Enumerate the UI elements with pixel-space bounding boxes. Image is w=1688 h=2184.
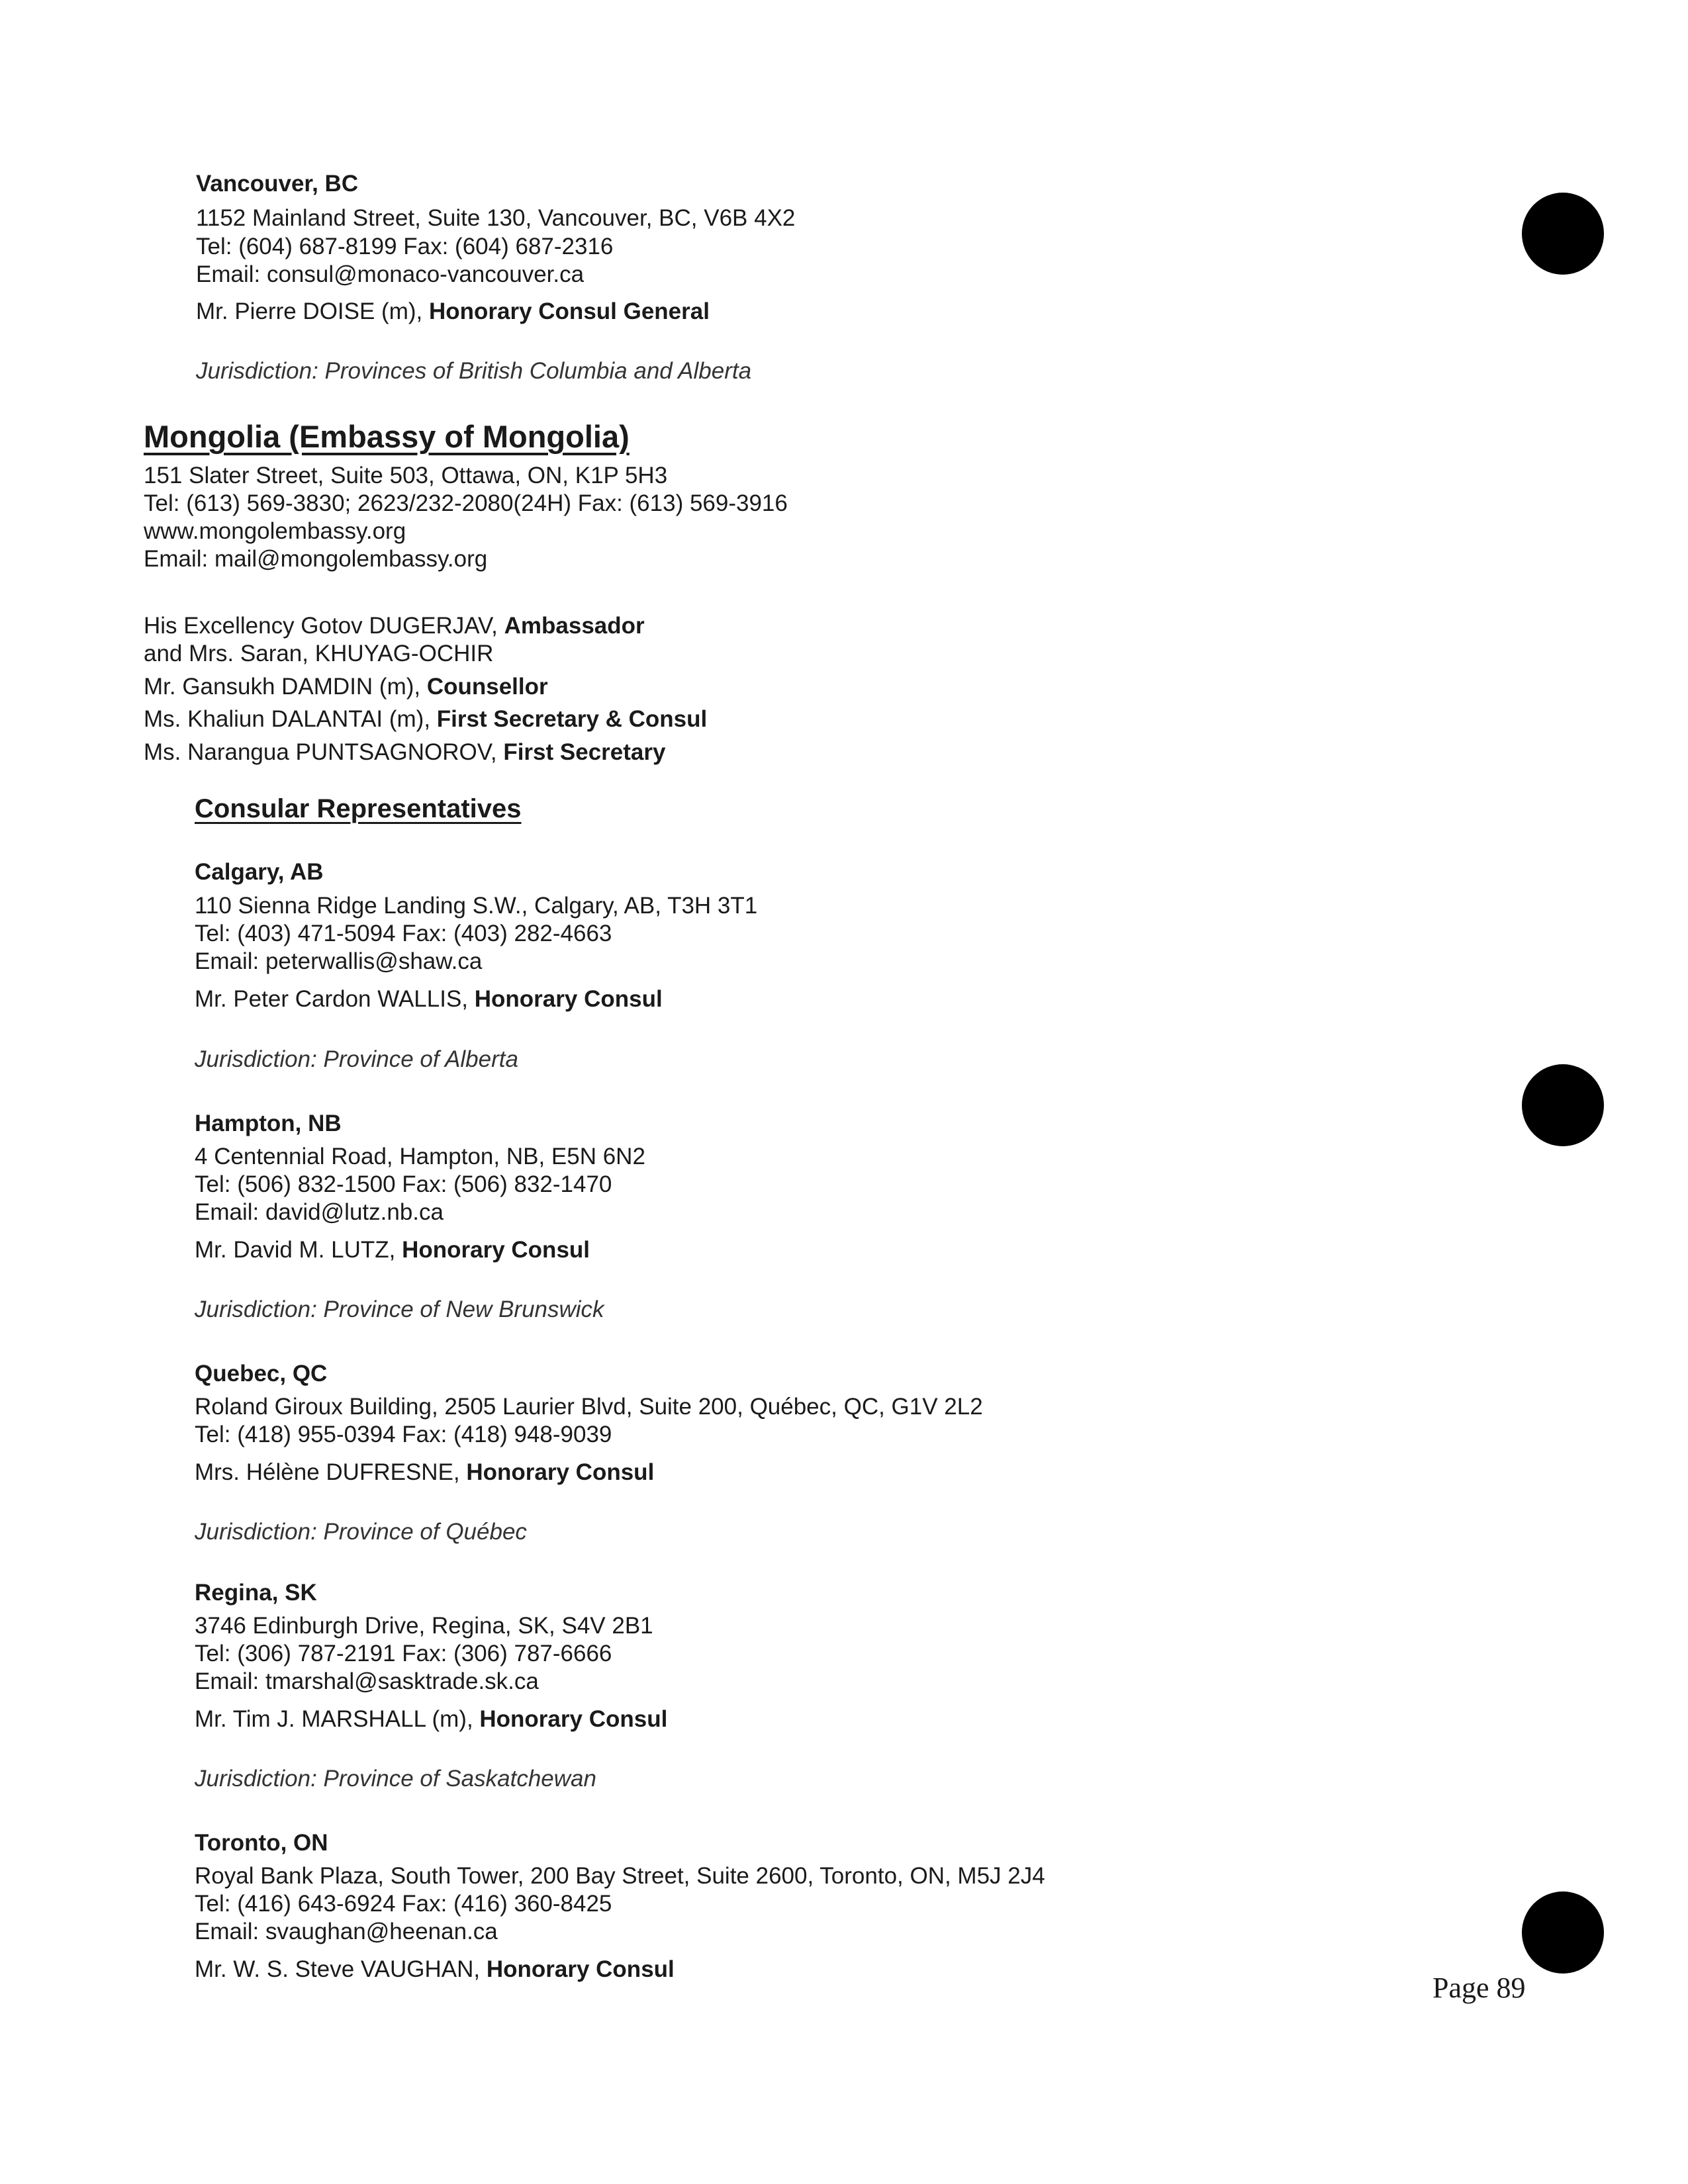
regina-address: 3746 Edinburgh Drive, Regina, SK, S4V 2B1 bbox=[195, 1613, 653, 1639]
hampton-tel-fax: Tel: (506) 832-1500 Fax: (506) 832-1470 bbox=[195, 1171, 612, 1197]
vancouver-tel-fax: Tel: (604) 687-8199 Fax: (604) 687-2316 bbox=[196, 234, 614, 259]
mongolia-website: www.mongolembassy.org bbox=[144, 518, 406, 544]
calgary-email: Email: peterwallis@shaw.ca bbox=[195, 948, 483, 974]
mongolia-address: 151 Slater Street, Suite 503, Ottawa, ON, K1P 5H3 bbox=[144, 463, 668, 488]
vancouver-email: Email: consul@monaco-vancouver.ca bbox=[196, 261, 585, 287]
staff-name: Ms. Narangua PUNTSAGNOROV, bbox=[144, 739, 504, 765]
rep-title: Honorary Consul bbox=[402, 1237, 590, 1263]
staff-title: Ambassador bbox=[504, 613, 645, 639]
mongolia-email: Email: mail@mongolembassy.org bbox=[144, 546, 488, 572]
quebec-representative bbox=[195, 1459, 654, 1486]
vancouver-jurisdiction: Jurisdiction: Provinces of British Columbia and Alberta bbox=[196, 358, 752, 384]
staff-name: Mr. Gansukh DAMDIN (m), bbox=[144, 674, 427, 700]
calgary-representative bbox=[195, 985, 663, 1013]
rep-name: Mrs. Hélène DUFRESNE, bbox=[195, 1459, 467, 1485]
staff-name: His Excellency Gotov DUGERJAV, bbox=[144, 613, 504, 639]
staff-name: and Mrs. Saran, KHUYAG-OCHIR bbox=[144, 641, 494, 666]
punch-hole-bottom bbox=[1522, 1891, 1604, 1974]
rep-title: Honorary Consul bbox=[466, 1459, 655, 1485]
hampton-email: Email: david@lutz.nb.ca bbox=[195, 1199, 444, 1225]
staff-title: First Secretary bbox=[503, 739, 666, 765]
regina-email: Email: tmarshal@sasktrade.sk.ca bbox=[195, 1668, 539, 1694]
rep-title: Honorary Consul bbox=[474, 986, 663, 1012]
staff-name: Ms. Khaliun DALANTAI (m), bbox=[144, 706, 437, 732]
calgary-tel-fax: Tel: (403) 471-5094 Fax: (403) 282-4663 bbox=[195, 921, 612, 946]
quebec-jurisdiction: Jurisdiction: Province of Québec bbox=[195, 1519, 527, 1545]
rep-title: Honorary Consul General bbox=[428, 298, 710, 324]
regina-representative bbox=[195, 1706, 667, 1733]
consular-heading: Consular Representatives bbox=[195, 794, 522, 823]
rep-title: Honorary Consul bbox=[479, 1706, 668, 1732]
staff-ambassador bbox=[144, 612, 645, 640]
quebec-city: Quebec, QC bbox=[195, 1361, 328, 1387]
calgary-jurisdiction: Jurisdiction: Province of Alberta bbox=[195, 1046, 518, 1072]
punch-hole-middle bbox=[1522, 1064, 1604, 1146]
staff-title: Counsellor bbox=[426, 674, 548, 700]
hampton-jurisdiction: Jurisdiction: Province of New Brunswick bbox=[195, 1297, 604, 1322]
hampton-address: 4 Centennial Road, Hampton, NB, E5N 6N2 bbox=[195, 1144, 645, 1169]
staff-first-secretary-consul bbox=[144, 705, 707, 733]
regina-jurisdiction: Jurisdiction: Province of Saskatchewan bbox=[195, 1766, 596, 1792]
hampton-representative bbox=[195, 1236, 590, 1264]
toronto-address: Royal Bank Plaza, South Tower, 200 Bay Street, Suite 2600, Toronto, ON, M5J 2J4 bbox=[195, 1863, 1045, 1889]
toronto-tel-fax: Tel: (416) 643-6924 Fax: (416) 360-8425 bbox=[195, 1891, 612, 1917]
quebec-address: Roland Giroux Building, 2505 Laurier Blvd, Suite 200, Québec, QC, G1V 2L2 bbox=[195, 1394, 983, 1420]
vancouver-city: Vancouver, BC bbox=[196, 171, 359, 197]
regina-tel-fax: Tel: (306) 787-2191 Fax: (306) 787-6666 bbox=[195, 1641, 612, 1666]
staff-counsellor bbox=[144, 673, 548, 701]
toronto-email: Email: svaughan@heenan.ca bbox=[195, 1919, 498, 1944]
staff-spouse bbox=[144, 640, 493, 668]
hampton-city: Hampton, NB bbox=[195, 1111, 342, 1136]
rep-name: Mr. Pierre DOISE (m), bbox=[196, 298, 429, 324]
staff-first-secretary bbox=[144, 739, 665, 766]
staff-title: First Secretary & Consul bbox=[436, 706, 708, 732]
calgary-city: Calgary, AB bbox=[195, 859, 324, 885]
vancouver-address: 1152 Mainland Street, Suite 130, Vancouver, BC, V6B 4X2 bbox=[196, 205, 796, 231]
rep-title: Honorary Consul bbox=[486, 1956, 675, 1982]
punch-hole-top bbox=[1522, 193, 1604, 275]
toronto-representative bbox=[195, 1956, 675, 1983]
regina-city: Regina, SK bbox=[195, 1580, 317, 1606]
toronto-city: Toronto, ON bbox=[195, 1830, 328, 1856]
vancouver-representative bbox=[196, 298, 710, 326]
mongolia-tel-fax: Tel: (613) 569-3830; 2623/232-2080(24H) Fax: (613) 569-3916 bbox=[144, 490, 788, 516]
page-number: Page 89 bbox=[1432, 1972, 1526, 2004]
rep-name: Mr. Peter Cardon WALLIS, bbox=[195, 986, 475, 1012]
rep-name: Mr. W. S. Steve VAUGHAN, bbox=[195, 1956, 487, 1982]
mongolia-heading: Mongolia (Embassy of Mongolia) bbox=[144, 419, 630, 454]
rep-name: Mr. Tim J. MARSHALL (m), bbox=[195, 1706, 480, 1732]
quebec-tel-fax: Tel: (418) 955-0394 Fax: (418) 948-9039 bbox=[195, 1422, 612, 1447]
calgary-address: 110 Sienna Ridge Landing S.W., Calgary, AB, T3H 3T1 bbox=[195, 893, 758, 919]
rep-name: Mr. David M. LUTZ, bbox=[195, 1237, 402, 1263]
